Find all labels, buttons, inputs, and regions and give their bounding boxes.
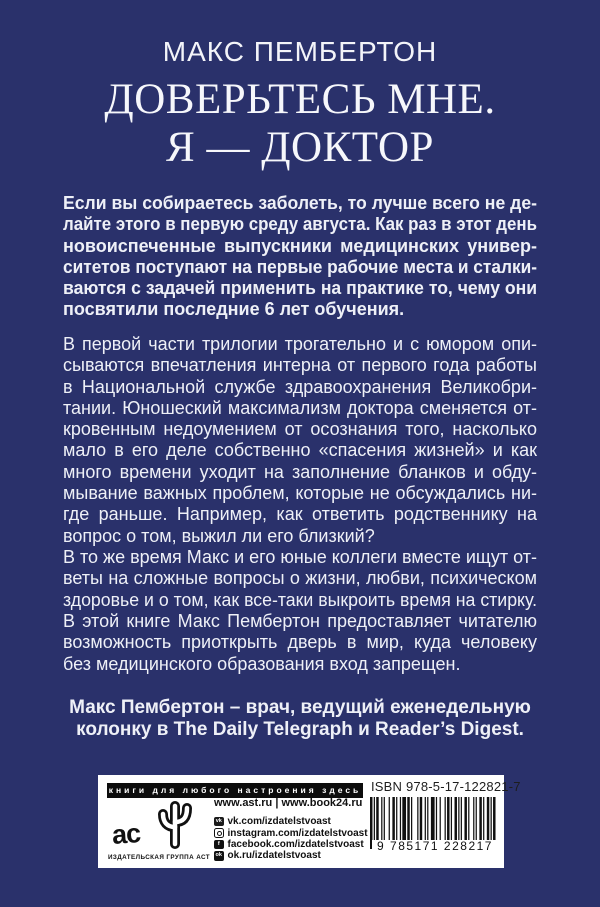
text-line: Если вы собираетесь заболеть, то лучше всего не де- (63, 193, 537, 213)
text-line: возможность приоткрыть дверь в мир, куда человеку (63, 632, 537, 653)
text-line: новоиспеченные выпускники медицинских универ- (63, 235, 537, 256)
author-name: МАКС ПЕМБЕРТОН (162, 36, 438, 67)
publisher-box (98, 775, 521, 868)
text-line: много времени уходит на заполнение бланков и обду- (63, 461, 537, 482)
annotation-paragraph-4 (63, 611, 537, 675)
tagline-bar: книги для любого настроения здесь (107, 783, 363, 798)
text-line: без медицинского образования вход запрещен. (63, 653, 461, 674)
ast-logo-letters: ас (110, 818, 142, 850)
book-title (0, 76, 600, 172)
facebook-icon: f (214, 840, 224, 850)
logo-caption: ИЗДАТЕЛЬСКАЯ ГРУППА АСТ (108, 854, 211, 861)
barcode-number: 9 785171 228217 (372, 840, 498, 853)
social-link-label: instagram.com/izdatelstvoast (227, 827, 368, 839)
text-line: колонку в The Daily Telegraph и Reader’s Digest. (76, 718, 524, 740)
text-line: лайте этого в первую среду августа. Как раз в этот день (63, 214, 537, 235)
text-line: в Национальной службе здравоохранения Великобри- (63, 376, 537, 397)
ast-cactus-icon (148, 791, 202, 851)
social-link-facebook (214, 839, 374, 850)
author-note (0, 697, 600, 741)
social-link-label: facebook.com/izdatelstvoast (227, 838, 364, 850)
vk-icon: vk (214, 817, 224, 827)
isbn-label: ISBN 978-5-17-122821-7 (371, 779, 521, 794)
text-line: мывание важных проблем, которые не обсуждались ни- (63, 483, 537, 504)
social-link-ok (214, 850, 374, 861)
text-line: мало в его деле собственно «спасения жизней» и как (63, 440, 537, 461)
websites-line: www.ast.ru | www.book24.ru (214, 797, 363, 809)
annotation-paragraph-1 (63, 193, 537, 321)
social-link-label: ok.ru/izdatelstvoast (227, 850, 321, 862)
annotation-paragraph-3 (63, 547, 537, 611)
ok-icon: ok (214, 851, 224, 861)
ast-logo (108, 793, 212, 859)
social-link-instagram (214, 827, 374, 838)
barcode (370, 797, 500, 855)
text-line: Макс Пембертон – врач, ведущий еженедельную (69, 697, 531, 718)
text-line: В первой части трилогии трогательно и с юмором опи- (63, 334, 537, 354)
social-links (214, 797, 374, 862)
instagram-icon (214, 828, 224, 838)
text-line: кровенным недоумением от осознания того, насколько (63, 419, 537, 440)
text-line: вопрос о том, выжил ли его близкий? (63, 525, 375, 546)
text-line: тании. Юношеский максимализм доктора сменяется от- (63, 397, 537, 418)
text-line: ваются с задачей применить на практике то, чему они (63, 278, 537, 299)
social-rows (214, 816, 374, 862)
text-line: В то же время Макс и его юные коллеги вместе ищут от- (63, 547, 537, 567)
social-link-label: vk.com/izdatelstvoast (227, 816, 331, 828)
title-line-2: Я — ДОКТОР (166, 124, 434, 171)
text-line: посвятили последние 6 лет обучения. (63, 299, 405, 320)
text-line: В этой книге Макс Пембертон предоставляет читателю (63, 611, 537, 631)
text-line: ситетов поступают на первые рабочие места и сталки- (63, 256, 537, 277)
title-line-1: ДОВЕРЬТЕСЬ МНЕ. (104, 76, 496, 123)
annotation-paragraph-2 (63, 334, 537, 547)
social-link-vk (214, 816, 374, 827)
text-line: где раньше. Например, как ответить родственнику на (63, 504, 537, 525)
text-line: веты на сложные вопросы о жизни, любви, психическом (63, 568, 537, 589)
text-line: здоровье и о том, как все-таки выкроить время на стирку. (63, 589, 537, 610)
text-line: сываются впечатления интерна от первого года работы (63, 355, 537, 376)
